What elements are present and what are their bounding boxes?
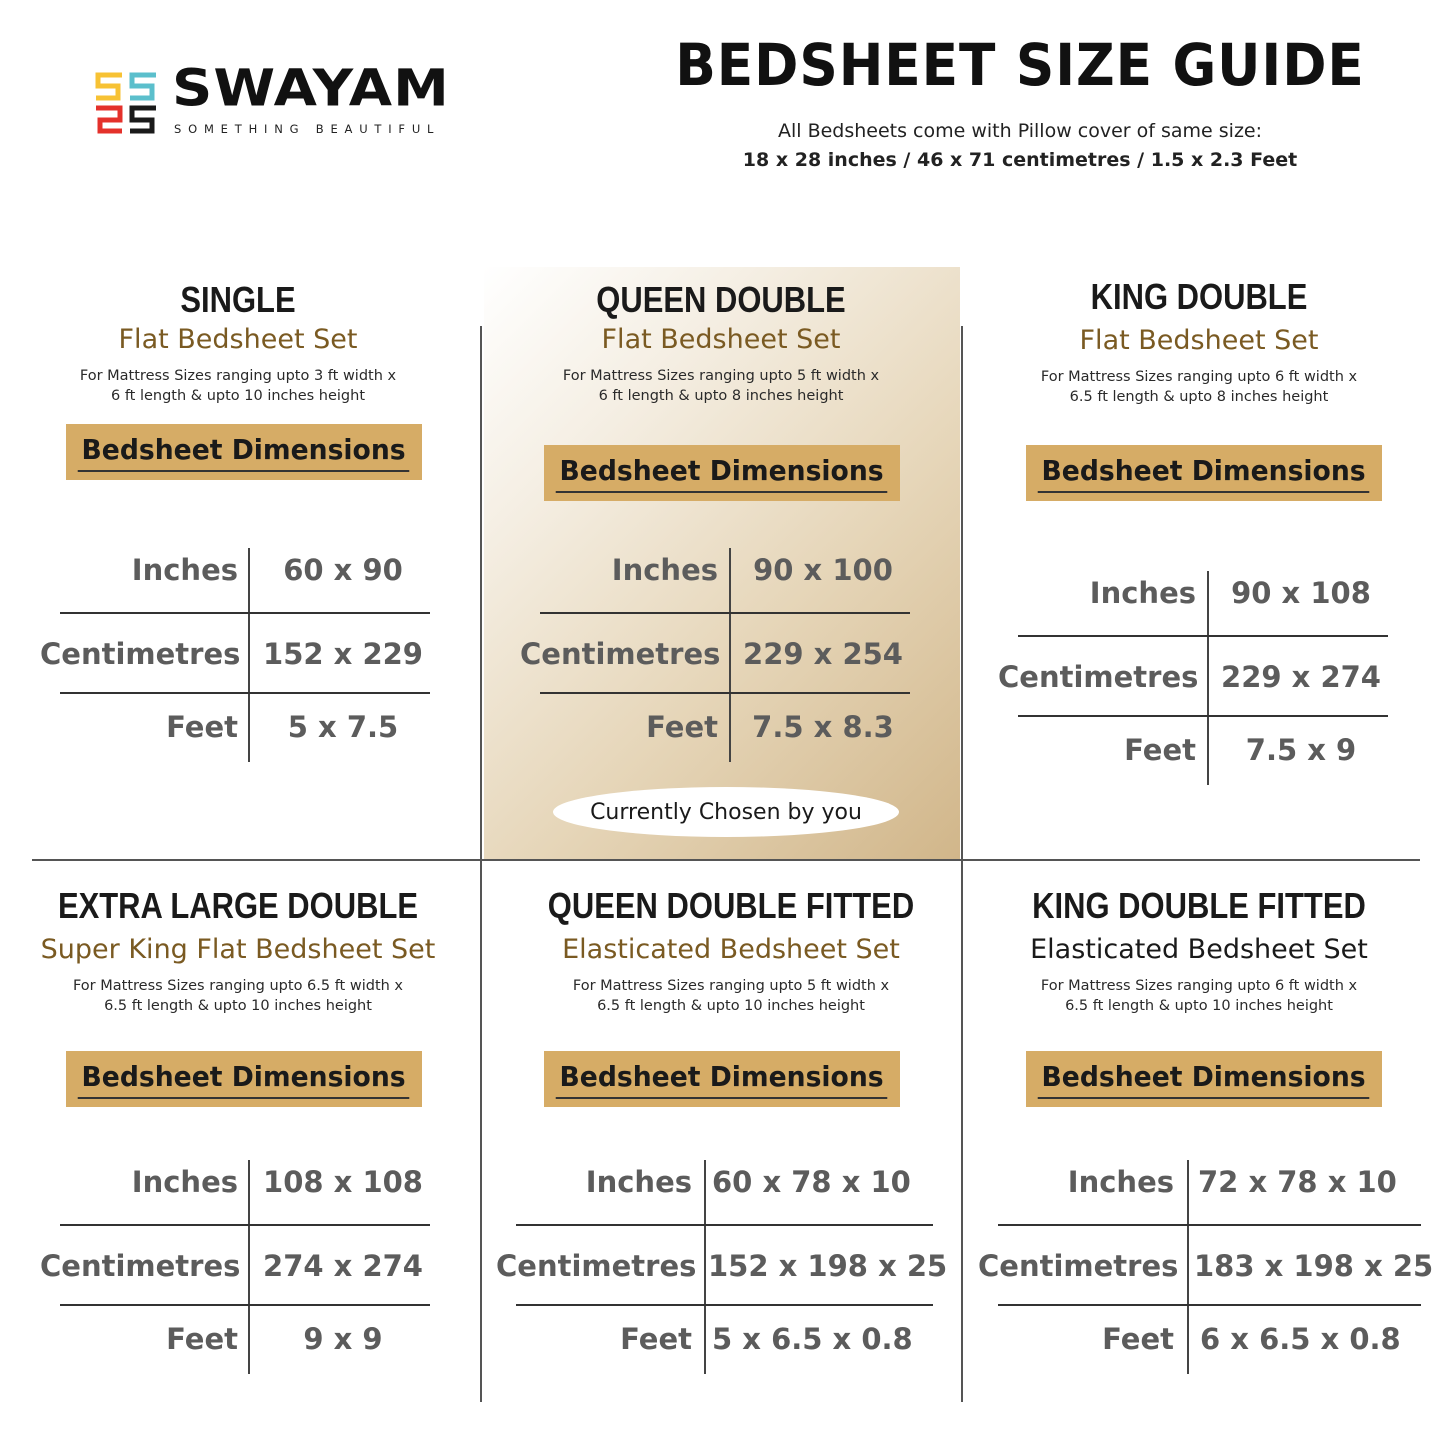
card-subtitle: Elasticated Bedsheet Set xyxy=(562,934,900,965)
column-divider xyxy=(961,326,963,1402)
card-title: QUEEN DOUBLE FITTED xyxy=(547,885,915,926)
feet-value: 5 x 6.5 x 0.8 xyxy=(712,1322,913,1356)
inches-value: 90 x 100 xyxy=(753,553,893,587)
centimetres-value: 274 x 274 xyxy=(263,1249,423,1283)
inches-value: 90 x 108 xyxy=(1231,576,1371,610)
dimensions-badge: Bedsheet Dimensions xyxy=(1026,1051,1382,1107)
row-divider xyxy=(32,859,1420,861)
card-title: QUEEN DOUBLE xyxy=(596,279,846,320)
card-description: For Mattress Sizes ranging upto 3 ft width x 6 ft length & upto 10 inches height xyxy=(79,368,397,404)
inches-value: 72 x 78 x 10 xyxy=(1198,1165,1397,1199)
card-description: For Mattress Sizes ranging upto 6 ft width x 6.5 ft length & upto 10 inches height xyxy=(1040,978,1358,1014)
inches-value: 60 x 90 xyxy=(283,553,403,587)
card-description: For Mattress Sizes ranging upto 5 ft width x 6 ft length & upto 8 inches height xyxy=(562,368,880,404)
inches-value: 108 x 108 xyxy=(263,1165,423,1199)
card-title: SINGLE xyxy=(180,279,296,320)
card-subtitle: Flat Bedsheet Set xyxy=(118,324,358,355)
dimensions-badge: Bedsheet Dimensions xyxy=(544,445,900,501)
column-divider xyxy=(480,326,482,1402)
currently-chosen-badge: Currently Chosen by you xyxy=(553,787,899,837)
feet-value: 7.5 x 8.3 xyxy=(752,710,894,744)
pillow-note: All Bedsheets come with Pillow cover of same size: xyxy=(777,120,1263,142)
brand-tagline: SOMETHING BEAUTIFUL xyxy=(174,122,441,136)
size-card-queen-double-fitted[interactable] xyxy=(496,884,966,1016)
centimetres-value: 229 x 254 xyxy=(743,637,903,671)
card-subtitle: Flat Bedsheet Set xyxy=(1079,325,1319,356)
brand-name: SWAYAM xyxy=(172,59,450,118)
card-description: For Mattress Sizes ranging upto 5 ft width x 6.5 ft length & upto 10 inches height xyxy=(572,978,890,1014)
dimensions-badge: Bedsheet Dimensions xyxy=(66,1051,422,1107)
dimensions-badge: Bedsheet Dimensions xyxy=(1026,445,1382,501)
card-subtitle: Flat Bedsheet Set xyxy=(601,324,841,355)
size-card-single[interactable] xyxy=(3,278,473,406)
card-subtitle: Super King Flat Bedsheet Set xyxy=(40,934,436,965)
card-title: KING DOUBLE xyxy=(1090,276,1308,317)
swayam-logo-icon xyxy=(92,70,160,136)
card-title: KING DOUBLE FITTED xyxy=(1032,885,1366,926)
feet-value: 5 x 7.5 xyxy=(287,710,399,744)
page-title: BEDSHEET SIZE GUIDE xyxy=(675,31,1365,99)
pillow-size: 18 x 28 inches / 46 x 71 centimetres / 1.5 x 2.3 Feet xyxy=(742,149,1298,171)
centimetres-value: 229 x 274 xyxy=(1221,660,1381,694)
dimensions-badge: Bedsheet Dimensions xyxy=(66,424,422,480)
centimetres-value: 183 x 198 x 25 xyxy=(1194,1249,1434,1283)
size-card-queen-double[interactable] xyxy=(486,278,956,406)
centimetres-value: 152 x 198 x 25 xyxy=(708,1249,948,1283)
centimetres-value: 152 x 229 xyxy=(263,637,423,671)
feet-value: 7.5 x 9 xyxy=(1245,733,1357,767)
card-description: For Mattress Sizes ranging upto 6 ft width x 6.5 ft length & upto 8 inches height xyxy=(1040,369,1358,405)
card-title: EXTRA LARGE DOUBLE xyxy=(57,885,419,926)
feet-value: 6 x 6.5 x 0.8 xyxy=(1200,1322,1401,1356)
brand-logo xyxy=(92,59,492,140)
card-subtitle: Elasticated Bedsheet Set xyxy=(1030,934,1368,965)
size-card-king-double-fitted[interactable] xyxy=(964,884,1434,1016)
inches-value: 60 x 78 x 10 xyxy=(712,1165,911,1199)
dimensions-badge: Bedsheet Dimensions xyxy=(544,1051,900,1107)
size-card-extra-large-double[interactable] xyxy=(3,884,473,1016)
card-description: For Mattress Sizes ranging upto 6.5 ft width x 6.5 ft length & upto 10 inches height xyxy=(72,978,404,1014)
feet-value: 9 x 9 xyxy=(303,1322,383,1356)
size-card-king-double[interactable] xyxy=(964,275,1434,407)
